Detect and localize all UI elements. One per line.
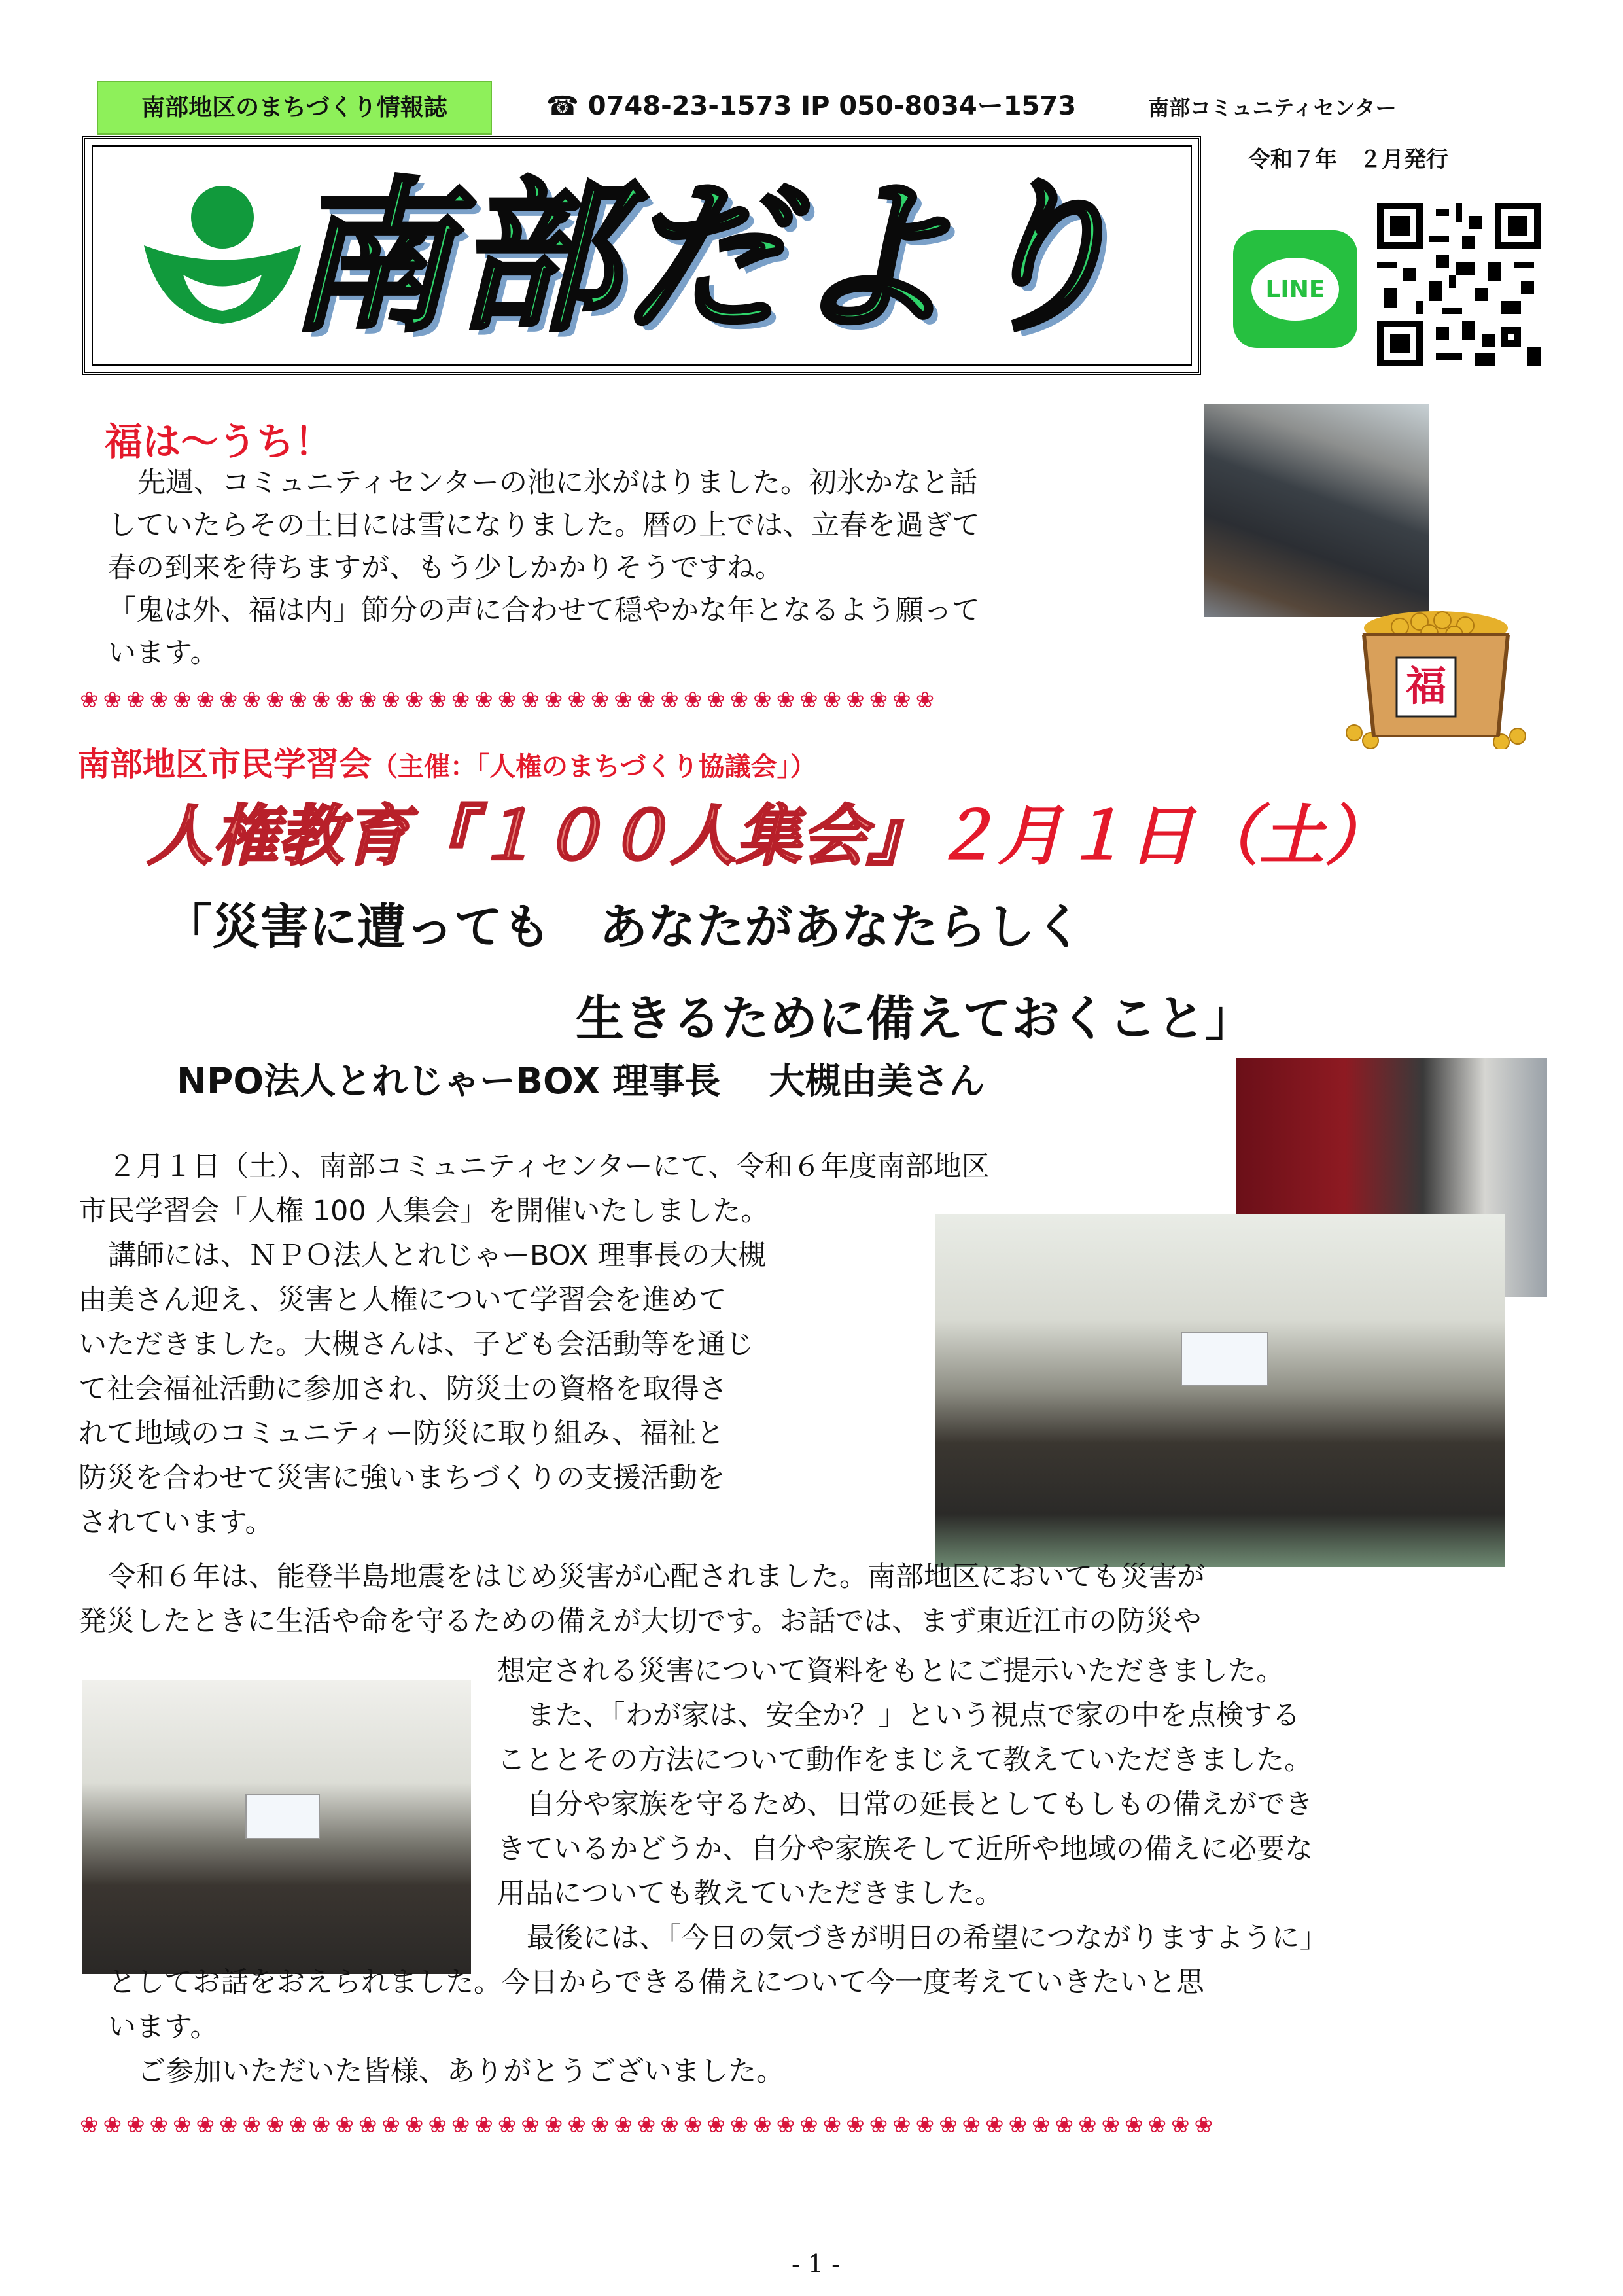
paragraph-line: 令和６年は、能登半島地震をはじめ災害が心配されました。南部地区においても災害が <box>108 1561 1205 1593</box>
paragraph-line: いただきました。大槻さんは、子ども会活動等を通じ <box>79 1328 754 1361</box>
paragraph-line: 最後には、「今日の気づきが明日の希望につながりますように」 <box>527 1922 1328 1954</box>
paragraph-line: 市民学習会「人権 100 人集会」を開催いたしました。 <box>79 1195 769 1227</box>
newsletter-title: 南部だより <box>288 163 1125 353</box>
frozen-pond-photo <box>1204 404 1429 617</box>
line-label: LINE <box>1265 276 1325 303</box>
paragraph-line: 春の到来を待ちますが、もう少しかかりそうですね。 <box>108 552 783 584</box>
masu-fuku-label: 福 <box>1405 662 1447 710</box>
paragraph-line: 用品についても教えていただきました。 <box>497 1877 1003 1910</box>
paragraph-line: されています。 <box>79 1506 273 1539</box>
event-title-text: 人権教育『１００人集会』 <box>147 798 932 874</box>
event-date: ２月１日（土） <box>932 798 1390 874</box>
newsletter-tagline: 南部地区のまちづくり情報誌 <box>97 81 492 135</box>
event-title <box>147 790 1390 882</box>
issue-date: 令和７年 ２月発行 <box>1248 147 1448 173</box>
paragraph-line: 先週、コミュニティセンターの池に氷がはりました。初氷かなと話 <box>137 467 977 499</box>
town-logo-icon <box>137 177 307 334</box>
paragraph-line: また、「わが家は、安全か？」という視点で家の中を点検する <box>527 1699 1300 1732</box>
exercise-photo <box>82 1680 471 1974</box>
paragraph-line: います。 <box>108 637 218 669</box>
event-organizer: （主催：「人権のまちづくり協議会」） <box>372 752 816 782</box>
qr-code-icon[interactable] <box>1377 203 1541 366</box>
paragraph-line: います。 <box>108 2011 218 2043</box>
paragraph-line: こととその方法について動作をまじえて教えていただきました。 <box>497 1744 1313 1776</box>
flower-divider: ❀❀❀❀❀❀❀❀❀❀❀❀❀❀❀❀❀❀❀❀❀❀❀❀❀❀❀❀❀❀❀❀❀❀❀❀❀ <box>80 687 939 713</box>
paragraph-line: ２月１日（土）、南部コミュニティセンターにて、令和６年度南部地区 <box>108 1150 990 1183</box>
event-heading <box>77 738 816 785</box>
lecturer-name: NPO法人とれじゃーBOX 理事長 大槻由美さん <box>177 1060 985 1102</box>
paragraph-line: としてお話をおえられました。今日からできる備えについて今一度考えていきたいと思 <box>108 1966 1204 1999</box>
bean-box-illustration <box>1338 602 1534 749</box>
paragraph-line: 発災したときに生活や命を守るための備えが大切です。お話では、まず東近江市の防災や <box>79 1605 1202 1638</box>
paragraph-line: ご参加いただいた皆様、ありがとうございました。 <box>137 2055 784 2088</box>
paragraph-line: て社会福祉活動に参加され、防災士の資格を取得さ <box>79 1373 727 1405</box>
paragraph-line: 由美さん迎え、災害と人権について学習会を進めて <box>79 1284 727 1316</box>
page-number: - 1 - <box>792 2250 841 2278</box>
paragraph-line: 防災を合わせて災害に強いまちづくりの支援活動を <box>79 1462 725 1494</box>
audience-photo <box>935 1214 1505 1567</box>
event-heading-main: 南部地区市民学習会 <box>77 745 372 783</box>
lecture-theme-line2: 生きるために備えておくこと」 <box>576 991 1253 1047</box>
flower-divider-bottom: ❀❀❀❀❀❀❀❀❀❀❀❀❀❀❀❀❀❀❀❀❀❀❀❀❀❀❀❀❀❀❀❀❀❀❀❀❀❀❀❀❀❀❀❀❀❀❀❀❀ <box>80 2112 1217 2138</box>
community-center-name: 南部コミュニティセンター <box>1148 96 1397 120</box>
paragraph-line: 自分や家族を守るため、日常の延長としてもしもの備えができ <box>527 1788 1314 1821</box>
paragraph-line: 想定される災害について資料をもとにご提示いただきました。 <box>497 1655 1285 1687</box>
lecture-theme-line1: 「災害に遭っても あなたがあなたらしく <box>164 899 1083 955</box>
paragraph-line: れて地域のコミュニティー防災に取り組み、福祉と <box>79 1417 725 1450</box>
paragraph-line: 講師には、ＮＰＯ法人とれじゃーBOX 理事長の大槻 <box>108 1239 766 1272</box>
paragraph-line: 「鬼は外、福は内」節分の声に合わせて穏やかな年となるよう願って <box>108 594 980 627</box>
paragraph-line: していたらその土日には雪になりました。暦の上では、立春を過ぎて <box>108 509 980 542</box>
line-app-icon[interactable] <box>1233 230 1357 348</box>
phone-numbers: ☎ 0748-23-1573 IP 050-8034ー1573 <box>546 91 1077 121</box>
paragraph-line: きているかどうか、自分や家族そして近所や地域の備えに必要な <box>497 1833 1313 1865</box>
section-title-fuku: 福は～うち！ <box>105 419 333 464</box>
